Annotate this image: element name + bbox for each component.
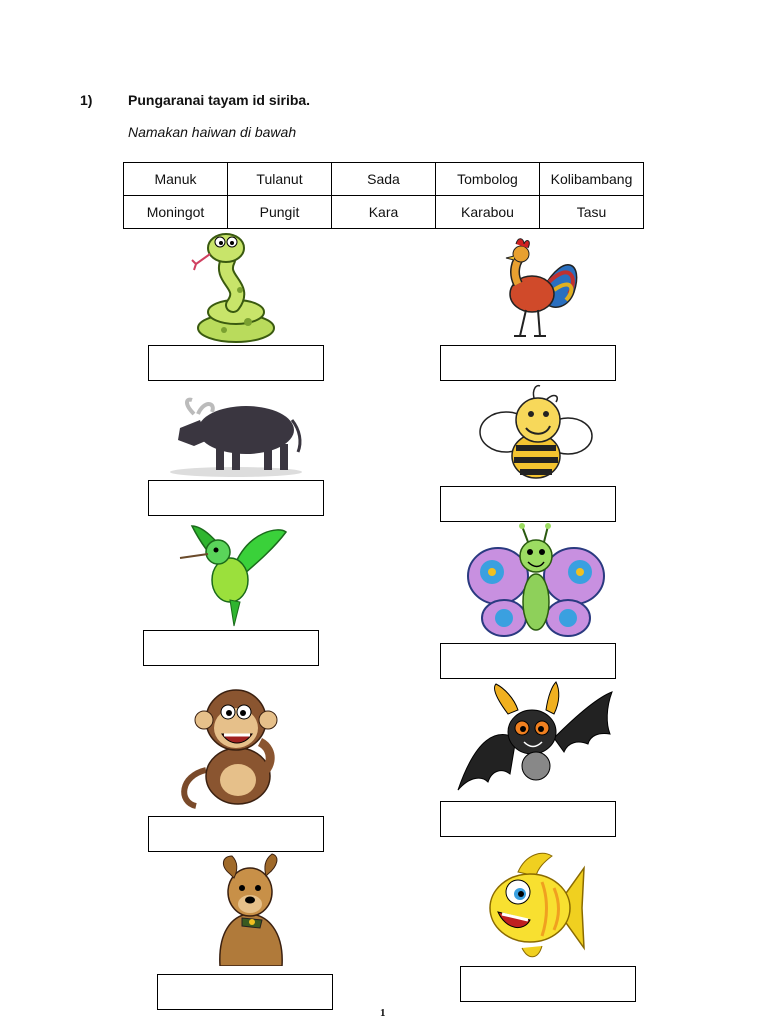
word-cell: Tombolog [436, 163, 540, 196]
word-bank-row [124, 163, 644, 196]
answer-box[interactable] [143, 630, 319, 666]
answer-box[interactable] [440, 486, 616, 522]
word-cell: Kolibambang [540, 163, 644, 196]
word-cell: Manuk [124, 163, 228, 196]
bat-icon [456, 678, 614, 792]
page-number: 1 [380, 1007, 386, 1019]
bee-icon [476, 382, 596, 484]
word-cell: Tasu [540, 196, 644, 229]
answer-box[interactable] [157, 974, 333, 1010]
question-subtitle: Namakan haiwan di bawah [128, 124, 297, 140]
hummingbird-icon [178, 522, 290, 630]
buffalo-icon [164, 390, 309, 478]
answer-box[interactable] [460, 966, 636, 1002]
fish-icon [478, 848, 586, 964]
butterfly-icon [464, 522, 608, 640]
word-bank-row [124, 196, 644, 229]
word-cell: Tulanut [228, 163, 332, 196]
word-cell: Sada [332, 163, 436, 196]
word-bank-table [123, 162, 644, 229]
answer-box[interactable] [148, 480, 324, 516]
word-cell: Moningot [124, 196, 228, 229]
dog-icon [212, 852, 292, 966]
answer-box[interactable] [148, 345, 324, 381]
monkey-icon [176, 680, 292, 810]
answer-box[interactable] [148, 816, 324, 852]
answer-box[interactable] [440, 345, 616, 381]
word-cell: Karabou [436, 196, 540, 229]
answer-box[interactable] [440, 801, 616, 837]
word-cell: Kara [332, 196, 436, 229]
answer-box[interactable] [440, 643, 616, 679]
word-cell: Pungit [228, 196, 332, 229]
snake-icon [188, 230, 278, 345]
question-number: 1) [80, 92, 93, 108]
question-title: Pungaranai tayam id siriba. [128, 92, 311, 108]
rooster-icon [494, 232, 584, 344]
